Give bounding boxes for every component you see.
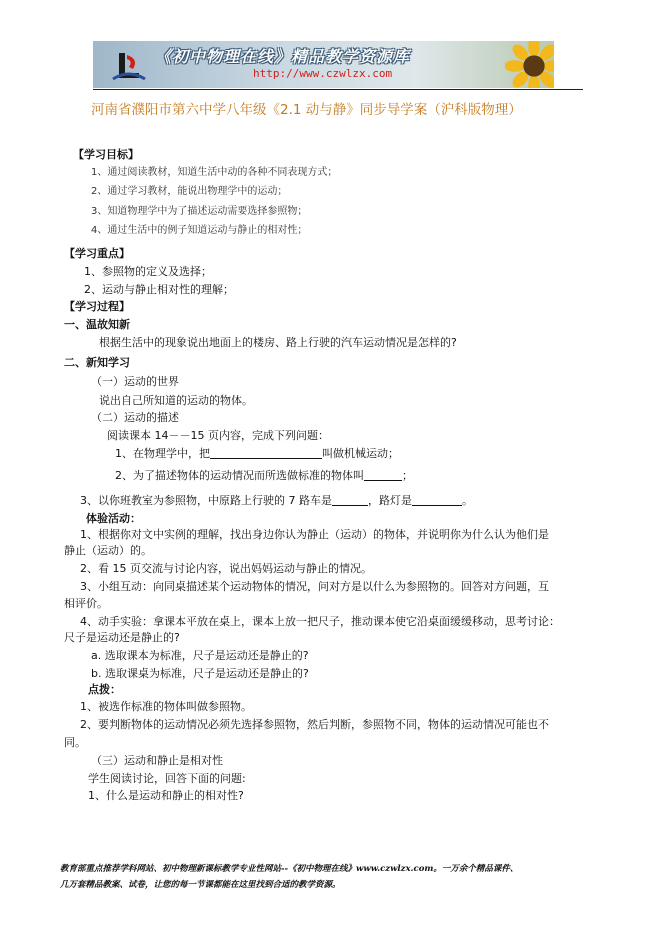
fill-blank[interactable] — [412, 495, 462, 506]
question-3-suffix: 。 — [462, 494, 473, 507]
world-heading: （一）运动的世界 — [91, 375, 179, 388]
focus-item: 1、参照物的定义及选择； — [84, 265, 212, 278]
footer-line-2: 几万套精品教案、试卷，让您的每一节课都能在这里找到合适的教学资源。 — [60, 880, 341, 890]
relativity-question-1: 1、什么是运动和静止的相对性? — [88, 789, 244, 802]
document-title: 河南省濮阳市第六中学八年级《2.1 动与静》同步导学案（沪科版物理） — [91, 102, 522, 118]
tip-2-line-1: 2、要判断物体的运动情况必须先选择参照物，然后判断，参照物不同，物体的运动情况可能也不 — [80, 718, 549, 731]
tips-heading: 点拨： — [88, 683, 121, 696]
review-heading: 一、温故知新 — [64, 318, 130, 331]
reading-instruction: 阅读课本 14－－15 页内容，完成下列问题： — [107, 429, 329, 442]
question-3-prefix: 3、以你班教室为参照物，中原路上行驶的 7 路车是 — [80, 494, 332, 507]
header-divider — [93, 89, 583, 90]
header-banner — [93, 41, 554, 88]
activity-4-line-1: 4、动手实验：拿课本平放在桌上，课本上放一把尺子，推动课本使它沿桌面缓缓移动，思考讨论： — [80, 615, 560, 628]
tip-1: 1、被选作标准的物体叫做参照物。 — [80, 700, 252, 713]
question-1-prefix: 1、在物理学中，把 — [115, 447, 210, 460]
review-text: 根据生活中的现象说出地面上的楼房、路上行驶的汽车运动情况是怎样的? — [99, 336, 457, 349]
goal-item: 4、通过生活中的例子知道运动与静止的相对性； — [91, 225, 308, 236]
tip-2-line-2: 同。 — [64, 736, 86, 749]
fill-blank[interactable] — [364, 470, 402, 481]
new-heading: 二、新知学习 — [64, 356, 130, 369]
banner-title: 《初中物理在线》精品教学资源库 — [155, 47, 411, 66]
goal-item: 1、通过阅读教材，知道生活中动的各种不同表现方式； — [91, 167, 338, 178]
question-3-middle: ，路灯是 — [368, 494, 412, 507]
page-footer — [60, 861, 620, 893]
question-1-suffix: 叫做机械运动； — [322, 447, 399, 460]
question-3 — [80, 494, 473, 508]
question-2 — [115, 469, 413, 483]
site-logo-icon — [109, 45, 149, 85]
footer-line-1: 教育部重点推荐学科网站、初中物理新课标教学专业性网站--《初中物理在线》www.czwlzx.com。一万余个精品课件、 — [60, 864, 519, 874]
activity-1-line-1: 1、根据你对文中实例的理解，找出身边你认为静止（运动）的物体，并说明你为什么认为他们是 — [80, 528, 549, 541]
focus-heading: 【学习重点】 — [64, 247, 130, 260]
activity-2: 2、看 15 页交流与讨论内容，说出妈妈运动与静止的情况。 — [80, 562, 372, 575]
focus-item: 2、运动与静止相对性的理解； — [84, 283, 234, 296]
activity-3-line-1: 3、小组互动：向同桌描述某个运动物体的情况，问对方是以什么为参照物的。回答对方问题，互 — [80, 580, 549, 593]
goal-item: 3、知道物理学中为了描述运动需要选择参照物； — [91, 206, 308, 217]
activity-4-option-b: b. 选取课桌为标准，尺子是运动还是静止的? — [91, 667, 309, 680]
relativity-heading: （三）运动和静止是相对性 — [91, 754, 223, 767]
process-heading: 【学习过程】 — [64, 300, 130, 313]
question-2-suffix: ； — [402, 469, 413, 482]
activity-heading: 体验活动： — [86, 512, 141, 525]
activity-1-line-2: 静止（运动）的。 — [64, 544, 152, 557]
activity-4-option-a: a. 选取课本为标准，尺子是运动还是静止的? — [91, 649, 309, 662]
description-heading: （二）运动的描述 — [91, 411, 179, 424]
goal-item: 2、通过学习教材，能说出物理学中的运动； — [91, 186, 288, 197]
fill-blank[interactable] — [332, 495, 368, 506]
goals-heading: 【学习目标】 — [73, 148, 139, 161]
activity-3-line-2: 相评价。 — [64, 597, 108, 610]
relativity-intro: 学生阅读讨论，回答下面的问题: — [88, 772, 246, 785]
fill-blank[interactable] — [210, 448, 322, 459]
activity-4-line-2: 尺子是运动还是静止的? — [64, 631, 180, 644]
world-text: 说出自己所知道的运动的物体。 — [99, 394, 253, 407]
sunflower-icon — [505, 41, 554, 88]
banner-url[interactable]: http://www.czwlzx.com — [253, 67, 393, 80]
question-1 — [115, 447, 399, 461]
question-2-prefix: 2、为了描述物体的运动情况而所选做标准的物体叫 — [115, 469, 364, 482]
